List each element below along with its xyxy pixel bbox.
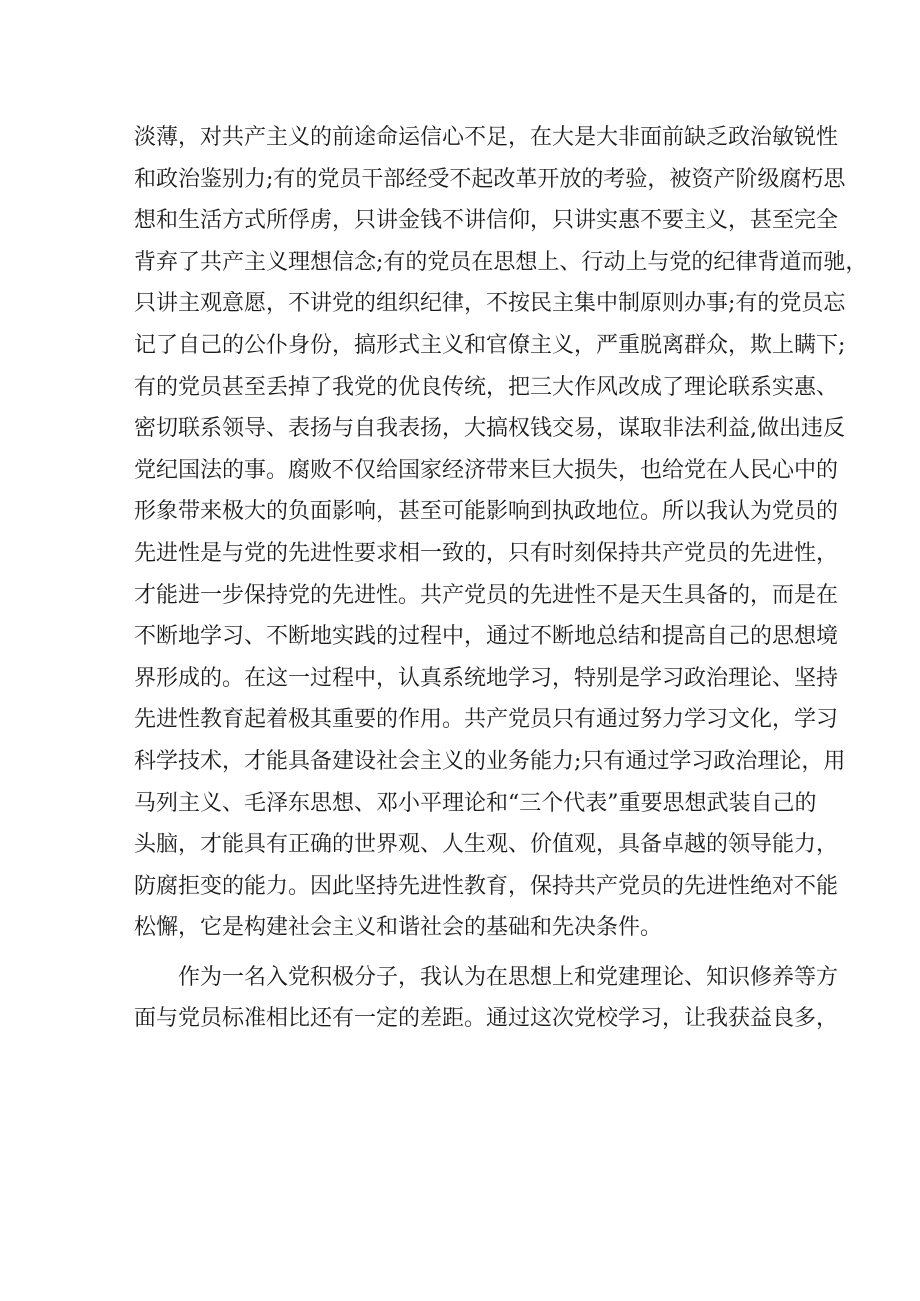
text-line: 马列主义、毛泽东思想、邓小平理论和“三个代表”重要思想武装自己的 [134, 790, 817, 816]
text-line: 党纪国法的事。腐败不仅给国家经济带来巨大损失，也给党在人民心中的 [134, 457, 839, 483]
text-line: 界形成的。在这一过程中，认真系统地学习，特别是学习政治理论、坚持 [134, 665, 839, 691]
body-text [134, 117, 868, 1040]
text-line: 和政治鉴别力;有的党员干部经受不起改革开放的考验，被资产阶级腐朽思 [134, 166, 846, 192]
text-line: 只讲主观意愿，不讲党的组织纪律，不按民主集中制原则办事;有的党员忘 [134, 291, 846, 317]
text-line: 作为一名入党积极分子，我认为在思想上和党建理论、知识修养等方 [178, 964, 839, 990]
text-line: 松懈，它是构建社会主义和谐社会的基础和先决条件。 [134, 915, 663, 941]
text-line: 形象带来极大的负面影响，甚至可能影响到执政地位。所以我认为党员的 [134, 499, 839, 525]
text-line: 先进性是与党的先进性要求相一致的，只有时刻保持共产党员的先进性， [134, 540, 839, 566]
text-line: 先进性教育起着极其重要的作用。共产党员只有通过努力学习文化，学习 [134, 707, 839, 733]
text-line: 记了自己的公仆身份，搞形式主义和官僚主义，严重脱离群众，欺上瞒下; [134, 332, 846, 358]
text-line: 科学技术，才能具备建设社会主义的业务能力;只有通过学习政治理论，用 [134, 748, 846, 774]
paragraph-1 [134, 117, 868, 949]
text-line: 不断地学习、不断地实践的过程中，通过不断地总结和提高自己的思想境 [134, 624, 839, 650]
paragraph-spacing [134, 949, 794, 957]
text-line: 有的党员甚至丢掉了我党的优良传统，把三大作风改成了理论联系实惠、 [134, 374, 839, 400]
text-line: 背弃了共产主义理想信念;有的党员在思想上、行动上与党的纪律背道而驰， [134, 249, 868, 275]
text-line: 想和生活方式所俘虏，只讲金钱不讲信仰，只讲实惠不要主义，甚至完全 [134, 208, 839, 234]
text-line: 密切联系领导、表扬与自我表扬，大搞权钱交易，谋取非法利益,做出违反 [134, 416, 845, 442]
text-line: 淡薄，对共产主义的前途命运信心不足，在大是大非面前缺乏政治敏锐性 [134, 125, 839, 150]
text-line: 防腐拒变的能力。因此坚持先进性教育，保持共产党员的先进性绝对不能 [134, 873, 839, 899]
text-line: 头脑，才能具有正确的世界观、人生观、价值观，具备卓越的领导能力， [134, 832, 839, 858]
text-line: 面与党员标准相比还有一定的差距。通过这次党校学习，让我获益良多， [134, 1006, 839, 1032]
text-line: 才能进一步保持党的先进性。共产党员的先进性不是天生具备的，而是在 [134, 582, 839, 608]
paragraph-2 [134, 957, 839, 1040]
